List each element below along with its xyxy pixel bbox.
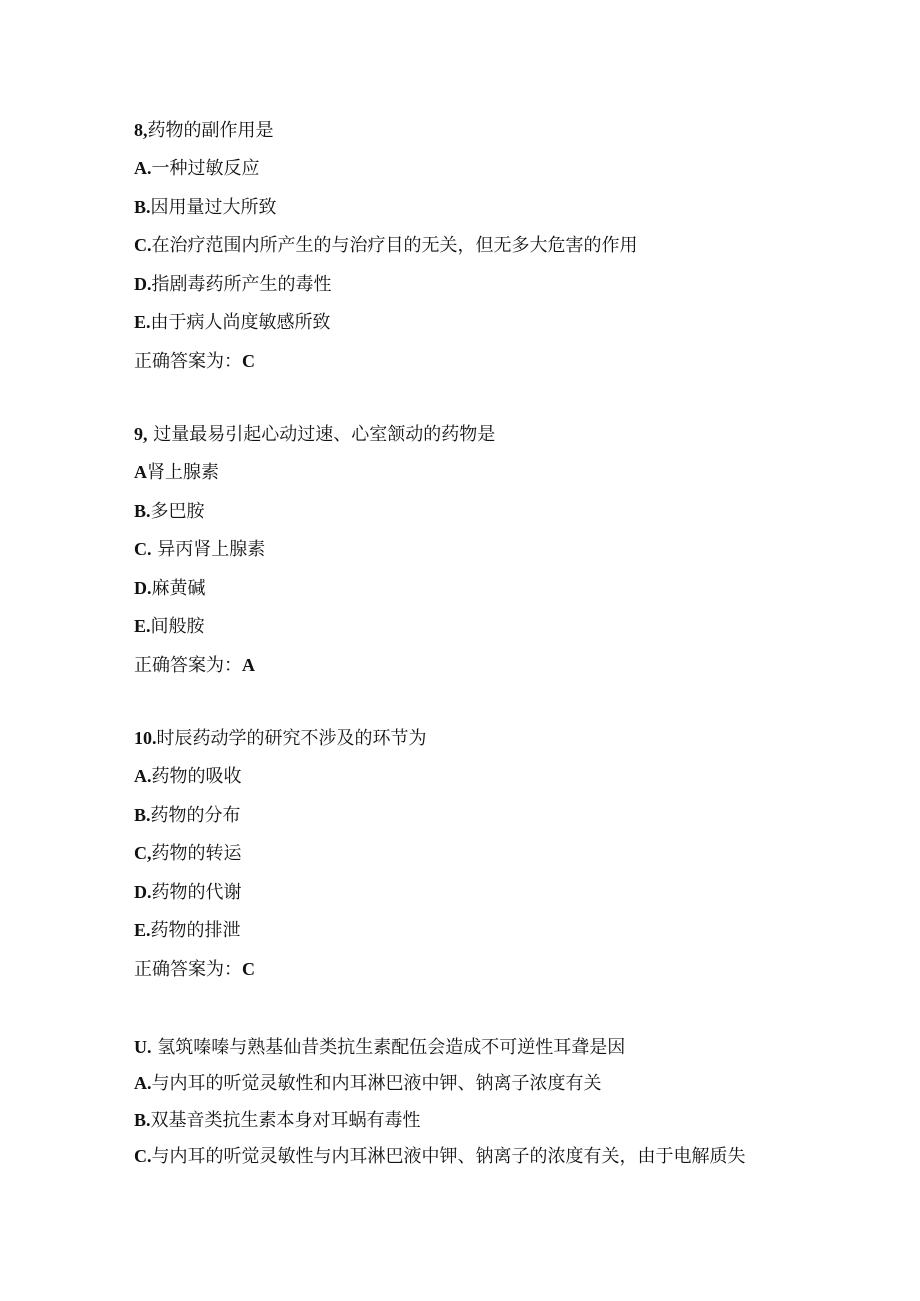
option-text: 指剧毒药所产生的毒性 [151, 274, 332, 295]
option-c [134, 1145, 746, 1168]
answer-value: A [242, 655, 255, 675]
question-text: 氢筑嗪嗪与熟基仙昔类抗生素配伍会造成不可逆性耳聋是因 [151, 1037, 626, 1058]
option-c [134, 538, 265, 561]
option-text: 在治疗范围内所产生的与治疗目的无关，但无多大危害的作用 [151, 235, 638, 256]
option-letter: B. [134, 805, 151, 825]
option-b [134, 196, 277, 219]
option-letter: A. [134, 158, 152, 178]
option-text: 多巴胺 [150, 501, 205, 522]
answer-line [134, 654, 255, 677]
option-letter: C. [134, 235, 152, 255]
option-text: 药物的排泄 [150, 920, 241, 941]
option-e [134, 615, 205, 638]
option-b [134, 1109, 421, 1132]
question-number: 9, [134, 424, 148, 444]
option-letter: A. [134, 766, 152, 786]
option-letter: E. [134, 312, 151, 332]
option-text: 药物的分布 [150, 805, 241, 826]
option-text: 肾上腺素 [147, 462, 219, 483]
answer-value: C [242, 959, 255, 979]
option-text: 麻黄碱 [151, 578, 206, 599]
question-text: 时辰药动学的研究不涉及的环节为 [156, 728, 427, 749]
option-letter: B. [134, 1110, 151, 1130]
option-c [134, 842, 242, 865]
option-b [134, 804, 241, 827]
answer-line [134, 958, 255, 981]
option-letter: D. [134, 882, 152, 902]
option-text: 一种过敏反应 [151, 158, 260, 179]
option-d [134, 577, 206, 600]
question-number: 10. [134, 728, 157, 748]
option-a [134, 765, 242, 788]
option-text: 药物的吸收 [151, 766, 242, 787]
option-text: 间般胺 [150, 616, 205, 637]
option-letter: A. [134, 1073, 152, 1093]
option-a [134, 1072, 602, 1095]
option-text: 异丙肾上腺素 [151, 539, 266, 560]
question-stem [134, 423, 495, 446]
option-text: 药物的代谢 [151, 882, 242, 903]
option-a [134, 461, 219, 484]
option-letter: B. [134, 197, 151, 217]
option-d [134, 881, 242, 904]
option-c [134, 234, 638, 257]
option-letter: C, [134, 843, 152, 863]
option-letter: E. [134, 616, 151, 636]
question-number: 8, [134, 120, 148, 140]
question-stem [134, 119, 274, 142]
option-e [134, 311, 331, 334]
answer-value: C [242, 351, 255, 371]
question-text: 过量最易引起心动过速、心室颔动的药物是 [147, 424, 496, 445]
option-letter: E. [134, 920, 151, 940]
option-b [134, 500, 205, 523]
question-stem [134, 1036, 625, 1059]
question-stem [134, 727, 427, 750]
option-letter: D. [134, 578, 152, 598]
option-letter: D. [134, 274, 152, 294]
option-text: 药物的转运 [151, 843, 242, 864]
option-text: 与内耳的听觉灵敏性与内耳淋巴液中钾、钠离子的浓度有关，由于电解质失 [151, 1146, 746, 1167]
answer-label: 正确答案为： [134, 959, 242, 980]
option-text: 双基音类抗生素本身对耳蜗有毒性 [150, 1110, 421, 1131]
answer-label: 正确答案为： [134, 351, 242, 372]
option-text: 与内耳的听觉灵敏性和内耳淋巴液中钾、钠离子浓度有关 [151, 1073, 602, 1094]
option-d [134, 273, 332, 296]
option-letter: C. [134, 539, 152, 559]
option-text: 由于病人尚度敏感所致 [150, 312, 331, 333]
option-letter: B. [134, 501, 151, 521]
answer-label: 正确答案为： [134, 655, 242, 676]
option-letter: C. [134, 1146, 152, 1166]
question-number: U. [134, 1037, 152, 1057]
option-a [134, 157, 260, 180]
question-text: 药物的副作用是 [147, 120, 274, 141]
option-e [134, 919, 241, 942]
answer-line [134, 350, 255, 373]
option-letter: A [134, 462, 147, 482]
option-text: 因用量过大所致 [150, 197, 277, 218]
